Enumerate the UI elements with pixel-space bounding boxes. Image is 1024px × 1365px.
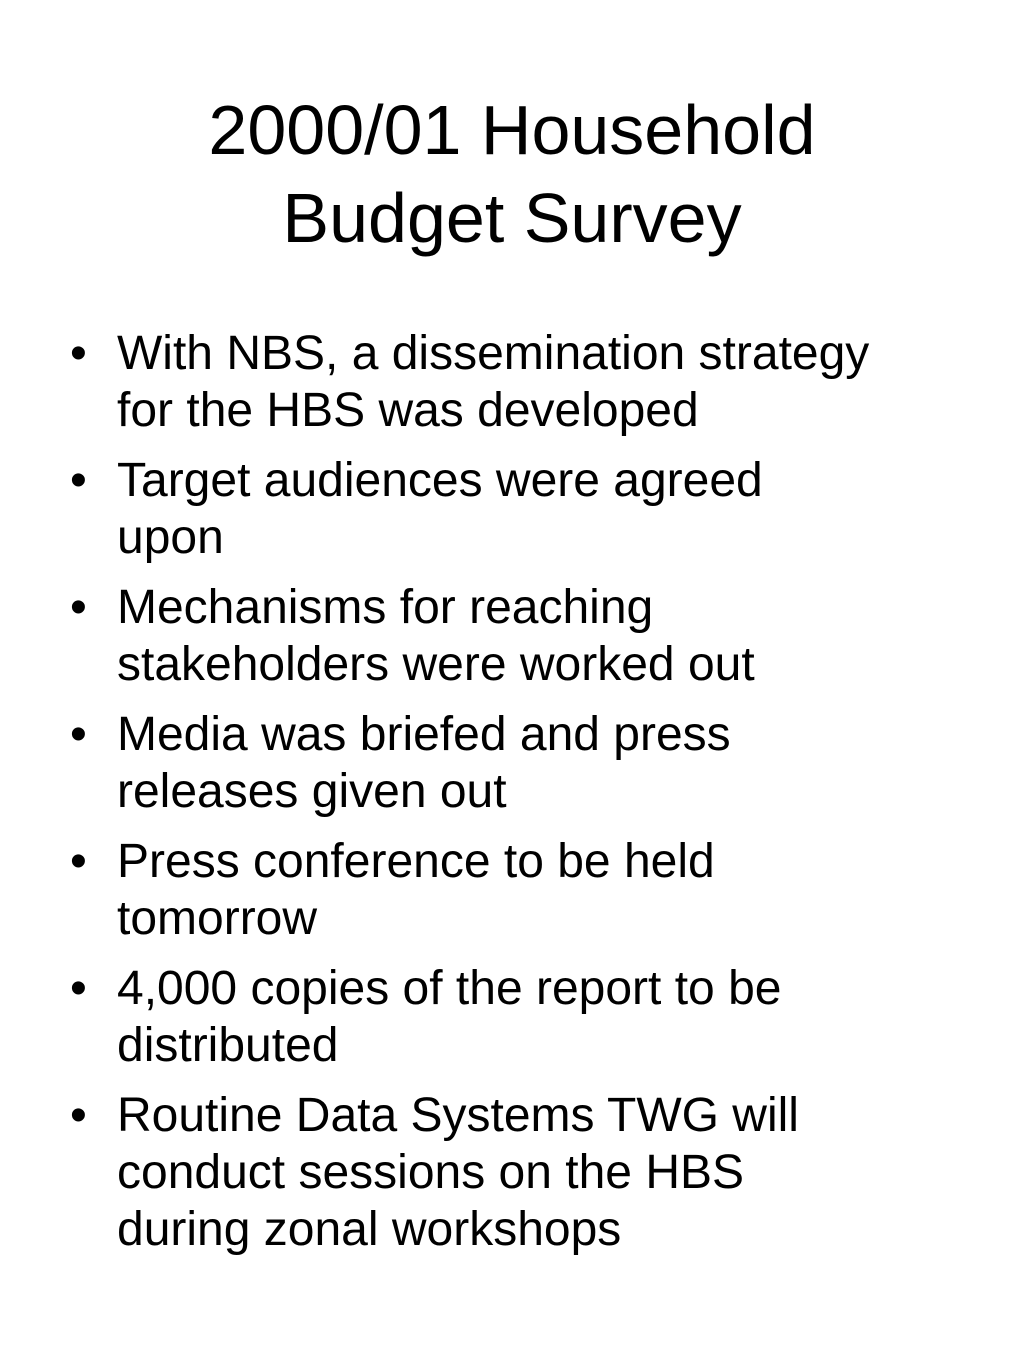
- bullet-line: Media was briefed and press: [117, 708, 731, 761]
- bullet-line: tomorrow: [117, 892, 318, 945]
- bullet-line: Press conference to be held: [117, 835, 715, 888]
- bullet-text: [117, 579, 980, 693]
- bullet-line: 4,000 copies of the report to be: [117, 962, 782, 1015]
- bullet-line: Routine Data Systems TWG will: [117, 1089, 799, 1142]
- bullet-dot-icon: •: [70, 835, 87, 888]
- bullet-item: [60, 1087, 980, 1258]
- bullet-line: Target audiences were agreed: [117, 454, 763, 507]
- bullet-text: [117, 833, 980, 947]
- bullet-dot-icon: •: [70, 327, 87, 380]
- bullet-line: upon: [117, 511, 224, 564]
- bullet-line: conduct sessions on the HBS: [117, 1146, 745, 1199]
- title-line-2: Budget Survey: [282, 179, 742, 257]
- bullet-text: [117, 1087, 980, 1258]
- bullet-line: Mechanisms for reaching: [117, 581, 654, 634]
- bullet-item: [60, 833, 980, 947]
- bullet-text: [117, 706, 980, 820]
- bullet-list: [60, 325, 980, 1271]
- bullet-dot-icon: •: [70, 962, 87, 1015]
- bullet-item: [60, 325, 980, 439]
- bullet-dot-icon: •: [70, 1089, 87, 1142]
- bullet-dot-icon: •: [70, 708, 87, 761]
- bullet-line: for the HBS was developed: [117, 384, 699, 437]
- bullet-line: With NBS, a dissemination strategy: [117, 327, 870, 380]
- bullet-line: releases given out: [117, 765, 507, 818]
- title-line-1: 2000/01 Household: [208, 91, 816, 169]
- bullet-item: [60, 452, 980, 566]
- bullet-text: [117, 325, 980, 439]
- bullet-text: [117, 452, 980, 566]
- bullet-line: stakeholders were worked out: [117, 638, 755, 691]
- bullet-dot-icon: •: [70, 454, 87, 507]
- bullet-item: [60, 706, 980, 820]
- bullet-line: distributed: [117, 1019, 339, 1072]
- bullet-dot-icon: •: [70, 581, 87, 634]
- bullet-item: [60, 960, 980, 1074]
- bullet-item: [60, 579, 980, 693]
- bullet-line: during zonal workshops: [117, 1203, 622, 1256]
- slide-title: [0, 86, 1024, 262]
- bullet-text: [117, 960, 980, 1074]
